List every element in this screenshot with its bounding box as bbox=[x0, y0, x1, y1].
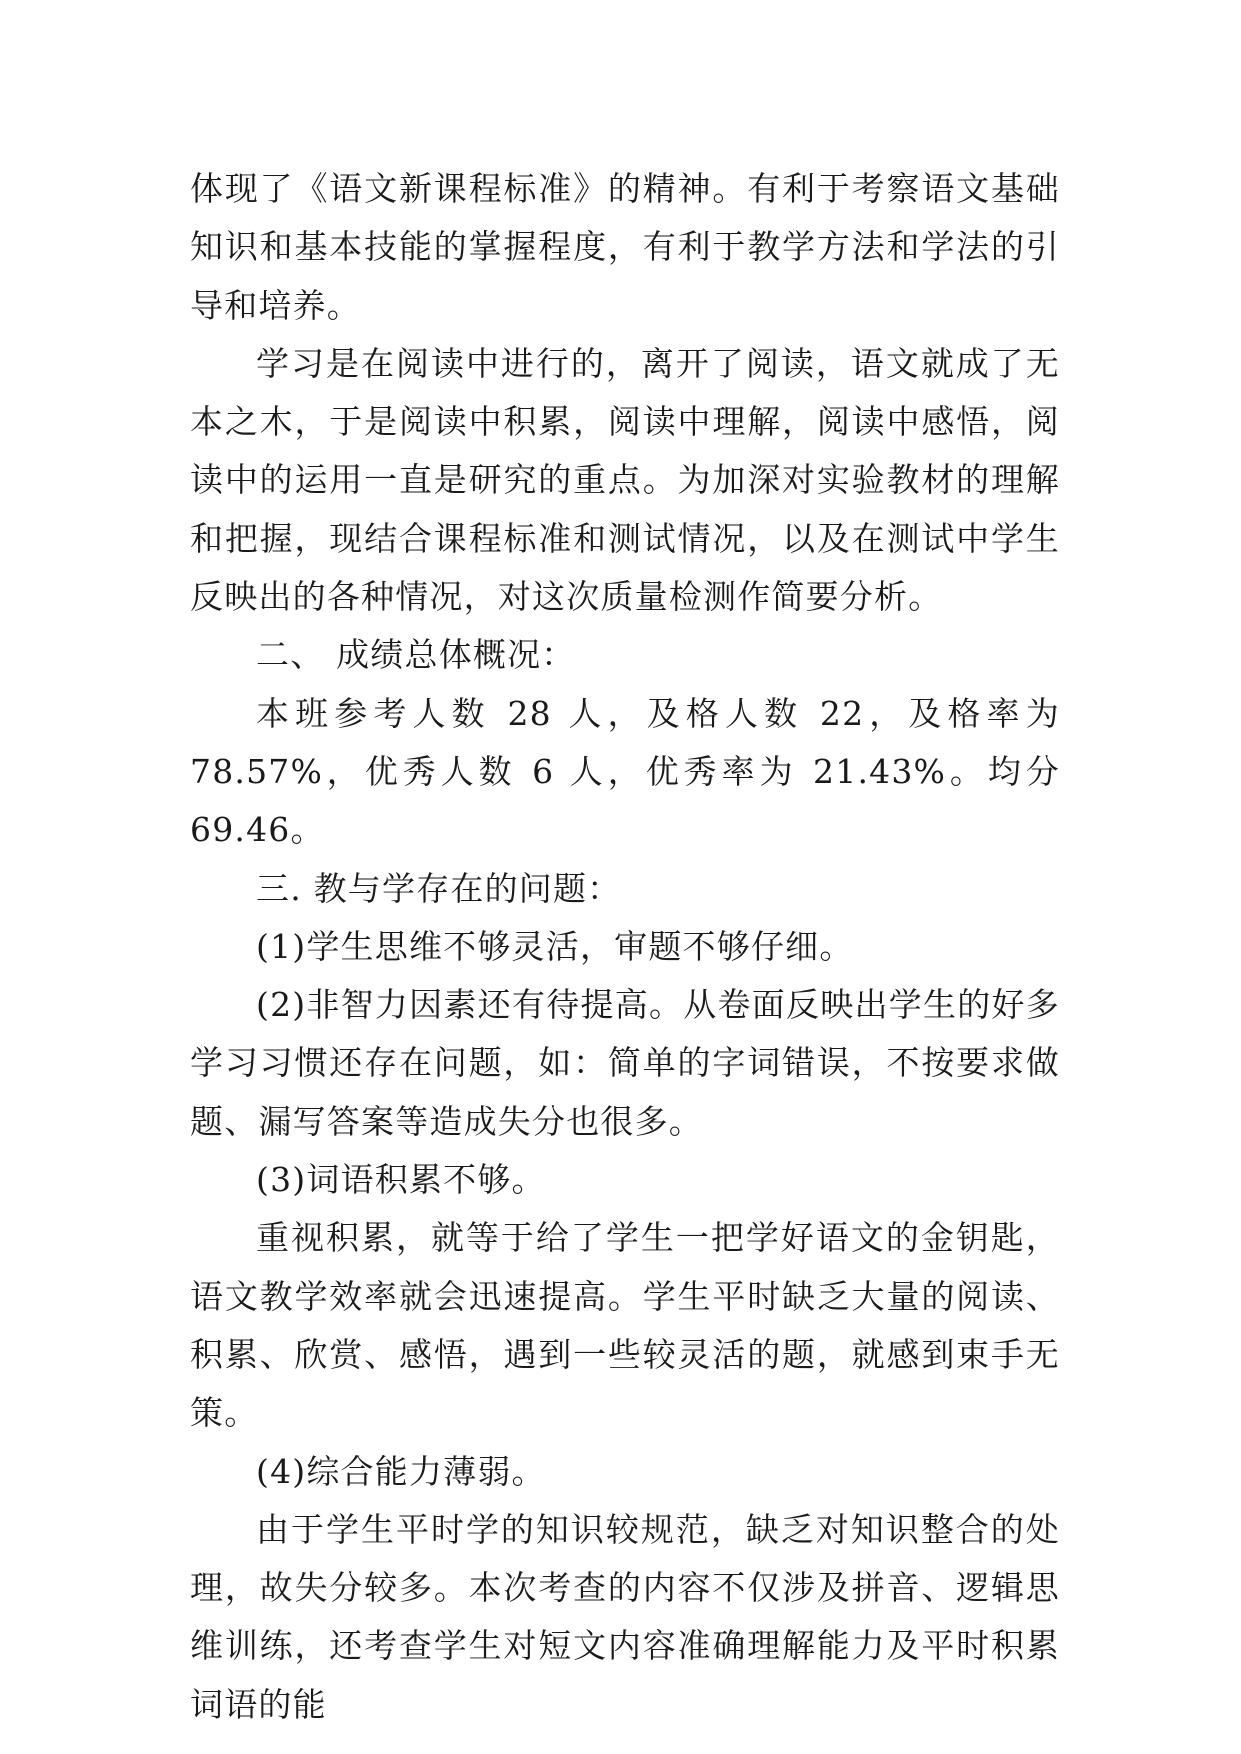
paragraph-comprehensive-ability: 由于学生平时学的知识较规范，缺乏对知识整合的处理，故失分较多。本次考查的内容不仅涉及拼音、逻辑思维训练，还考查学生对短文内容准确理解能力及平时积累词语的能 bbox=[190, 1509, 1060, 1724]
problem-item-4: (4)综合能力薄弱。 bbox=[256, 1451, 546, 1491]
paragraph-score-statistics: 本班参考人数 28 人，及格人数 22，及格率为 78.57%，优秀人数 6 人，优秀率为 21.43%。均分 69.46。 bbox=[190, 693, 1060, 850]
section-heading-problems: 三. 教与学存在的问题： bbox=[256, 868, 622, 908]
problem-item-1: (1)学生思维不够灵活，审题不够仔细。 bbox=[256, 926, 854, 966]
problem-item-3: (3)词语积累不够。 bbox=[256, 1160, 546, 1200]
section-heading-score-overview: 二、 成绩总体概况： bbox=[256, 635, 576, 675]
problem-item-2: (2)非智力因素还有待提高。从卷面反映出学生的好多学习习惯还存在问题，如：简单的字词错误，不按要求做题、漏写答案等造成失分也很多。 bbox=[190, 985, 1060, 1141]
paragraph-intro-continuation: 体现了《语文新课程标准》的精神。有利于考察语文基础知识和基本技能的掌握程度，有利于教学方法和学法的引导和培养。 bbox=[190, 169, 1060, 325]
paragraph-reading-importance: 学习是在阅读中进行的，离开了阅读，语文就成了无本之木，于是阅读中积累，阅读中理解，阅读中感悟，阅读中的运用一直是研究的重点。为加深对实验教材的理解和把握，现结合课程标准和测试情况，以及在测试中学生反映出的各种情况，对这次质量检测作简要分析。 bbox=[190, 343, 1060, 617]
document-body bbox=[190, 160, 1060, 1734]
paragraph-accumulation: 重视积累，就等于给了学生一把学好语文的金钥匙，语文教学效率就会迅速提高。学生平时缺乏大量的阅读、积累、欣赏、感悟，遇到一些较灵活的题，就感到束手无策。 bbox=[190, 1218, 1060, 1433]
